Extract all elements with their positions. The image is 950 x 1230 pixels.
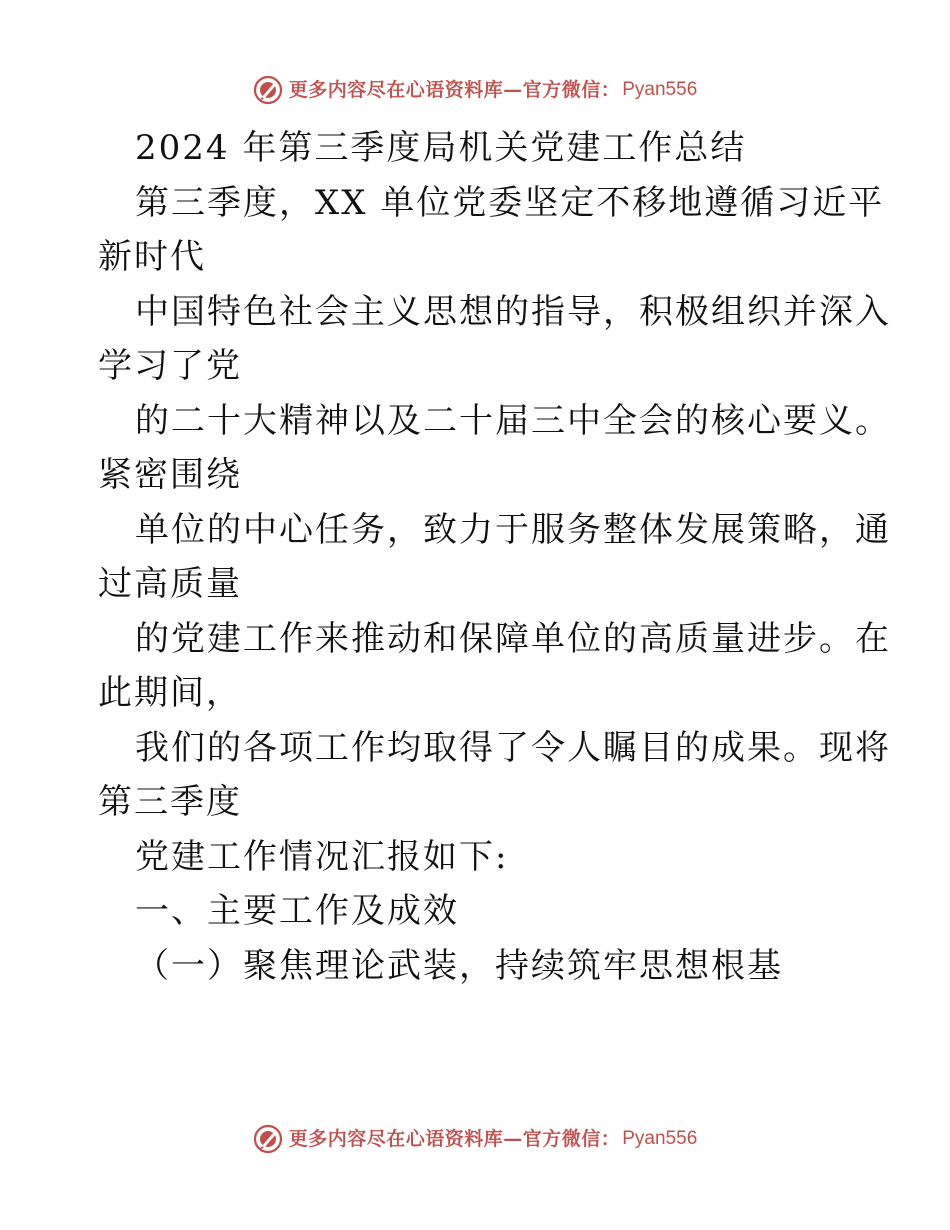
paragraph-line: 党建工作情况汇报如下: xyxy=(135,836,509,877)
document-title: 2024 年第三季度局机关党建工作总结 xyxy=(135,128,747,168)
subsection-heading: （一）聚焦理论武装，持续筑牢思想根基 xyxy=(135,945,783,986)
paragraph-line: 的二十大精神以及二十届三中全会的核心要义。 xyxy=(135,400,891,441)
watermark-handle: Pyan556 xyxy=(622,1128,698,1149)
paragraph-line: 学习了党 xyxy=(98,346,242,386)
pen-logo-icon xyxy=(253,75,283,105)
section-heading: 一、主要工作及成效 xyxy=(135,891,459,931)
paragraph-line: 我们的各项工作均取得了令人瞩目的成果。现将 xyxy=(135,727,891,768)
header-watermark xyxy=(0,70,950,110)
footer-watermark xyxy=(0,1119,950,1159)
pen-logo-icon xyxy=(253,1124,283,1154)
watermark-handle: Pyan556 xyxy=(622,79,698,100)
paragraph-line: 紧密围绕 xyxy=(98,455,242,495)
paragraph-line: 过高质量 xyxy=(98,564,242,604)
paragraph-line: 的党建工作来推动和保障单位的高质量进步。在 xyxy=(135,618,891,659)
paragraph-line: 第三季度 xyxy=(98,782,242,822)
document-body xyxy=(98,121,891,993)
paragraph-line: 第三季度，XX 单位党委坚定不移地遵循习近平 xyxy=(135,182,885,223)
watermark-text: 更多内容尽在心语资料库—官方微信： xyxy=(288,1128,621,1150)
paragraph-line: 单位的中心任务，致力于服务整体发展策略，通 xyxy=(135,509,891,550)
watermark-text: 更多内容尽在心语资料库—官方微信： xyxy=(288,79,621,101)
paragraph-line: 新时代 xyxy=(98,237,206,277)
paragraph-line: 此期间， xyxy=(98,673,242,713)
paragraph-line: 中国特色社会主义思想的指导，积极组织并深入 xyxy=(135,291,891,332)
